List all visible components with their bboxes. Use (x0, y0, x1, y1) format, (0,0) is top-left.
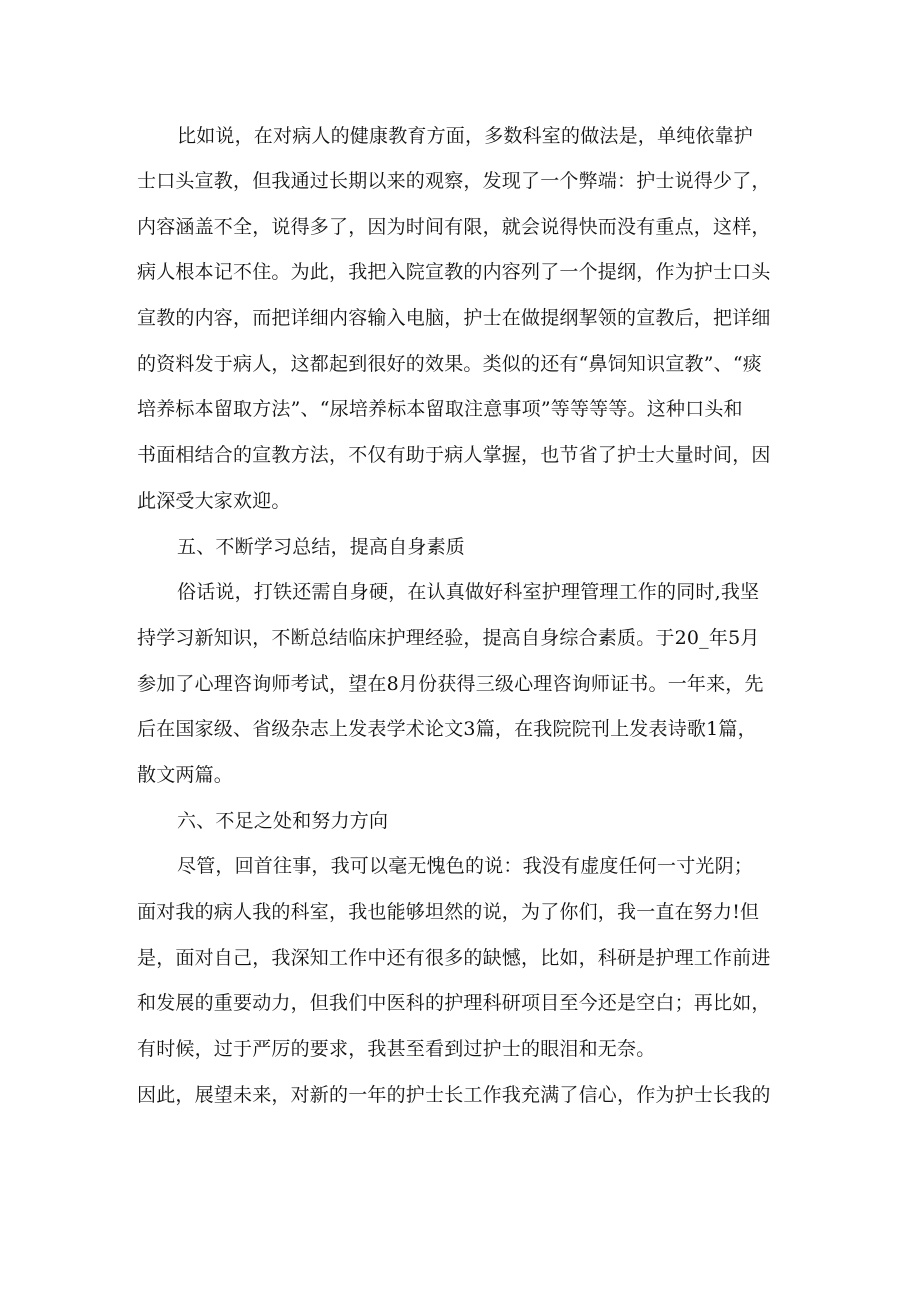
text-line: 参加了心理咨询师考试，望在8月份获得三级心理咨询师证书。一年来，先 (137, 673, 764, 695)
text-line: 宣教的内容，而把详细内容输入电脑，护士在做提纲挈领的宣教后，把详细 (137, 307, 771, 329)
text-line: 书面相结合的宣教方法，不仅有助于病人掌握，也节省了护士大量时间，因 (137, 444, 771, 466)
text-line: 的资料发于病人，这都起到很好的效果。类似的还有“鼻饲知识宣教”、“痰 (137, 353, 762, 375)
text-line: 培养标本留取方法”、“尿培养标本留取注意事项”等等等等。这种口头和 (137, 398, 743, 420)
text-line: 持学习新知识，不断总结临床护理经验，提高自身综合素质。于20_年5月 (137, 627, 760, 649)
text-line: 后在国家级、省级杂志上发表学术论文3篇，在我院院刊上发表诗歌1篇， (137, 718, 757, 740)
text-line: 有时候，过于严厉的要求，我甚至看到过护士的眼泪和无奈。 (137, 1038, 656, 1060)
section-heading-6: 六、不足之处和努力方向 (177, 810, 389, 832)
text-line: 面对我的病人我的科室，我也能够坦然的说，为了你们，我一直在努力!但 (137, 901, 760, 923)
text-line: 和发展的重要动力，但我们中医科的护理科研项目至今还是空白；再比如， (137, 992, 771, 1014)
text-line: 尽管，回首往事，我可以毫无愧色的说：我没有虚度任何一寸光阴； (177, 855, 754, 877)
text-line: 病人根本记不住。为此，我把入院宣教的内容列了一个提纲，作为护士口头 (137, 261, 771, 283)
text-line: 此深受大家欢迎。 (137, 490, 291, 512)
section-heading-5: 五、不断学习总结，提高自身素质 (177, 536, 466, 558)
text-line: 俗话说，打铁还需自身硬，在认真做好科室护理管理工作的同时,我坚 (177, 581, 760, 603)
text-line: 比如说，在对病人的健康教育方面，多数科室的做法是，单纯依靠护 (177, 125, 754, 147)
text-line: 散文两篇。 (137, 764, 234, 786)
text-line: 内容涵盖不全，说得多了，因为时间有限，就会说得快而没有重点，这样， (137, 216, 771, 238)
text-line: 是，面对自己，我深知工作中还有很多的缺憾，比如，科研是护理工作前进 (137, 947, 771, 969)
text-line: 因此，展望未来，对新的一年的护士长工作我充满了信心，作为护士长我的 (137, 1084, 771, 1106)
text-line: 士口头宣教，但我通过长期以来的观察，发现了一个弊端：护士说得少了， (137, 170, 771, 192)
